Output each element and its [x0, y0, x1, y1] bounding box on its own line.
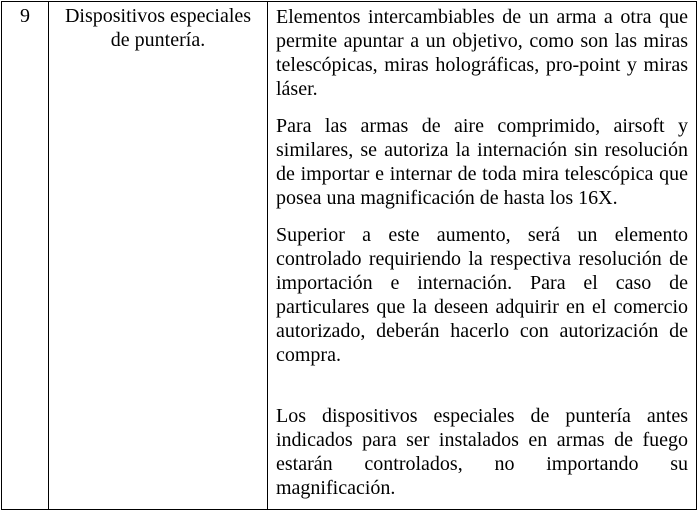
description-paragraph-3: Superior a este aumento, será un elemento controlado requiriendo la respectiva resolución de importación e internación. Para el caso de particulares que la deseen adquirir en el comercio autorizado, deberán hacerlo con autorización de compra.	[276, 224, 688, 366]
term-cell	[49, 2, 268, 510]
description-paragraph-1: Elementos intercambiables de un arma a otra que permite apuntar a un objetivo, como son las miras telescópicas, miras holográficas, pro-point y miras láser.	[276, 6, 688, 100]
table-row	[2, 2, 697, 510]
term-label: Dispositivos especiales de puntería.	[64, 5, 252, 51]
description-cell	[268, 2, 697, 510]
row-number: 9	[20, 5, 30, 27]
description-paragraph-4: Los dispositivos especiales de puntería antes indicados para ser instalados en armas de fuego estarán controlados, no importando su magnificación.	[276, 405, 688, 499]
regulation-table	[1, 1, 697, 510]
row-number-cell	[2, 2, 49, 510]
description-paragraph-2: Para las armas de aire comprimido, airsoft y similares, se autoriza la internación sin resolución de importar e internar de toda mira telescópica que posea una magnificación de hasta los 16X.	[276, 115, 688, 209]
